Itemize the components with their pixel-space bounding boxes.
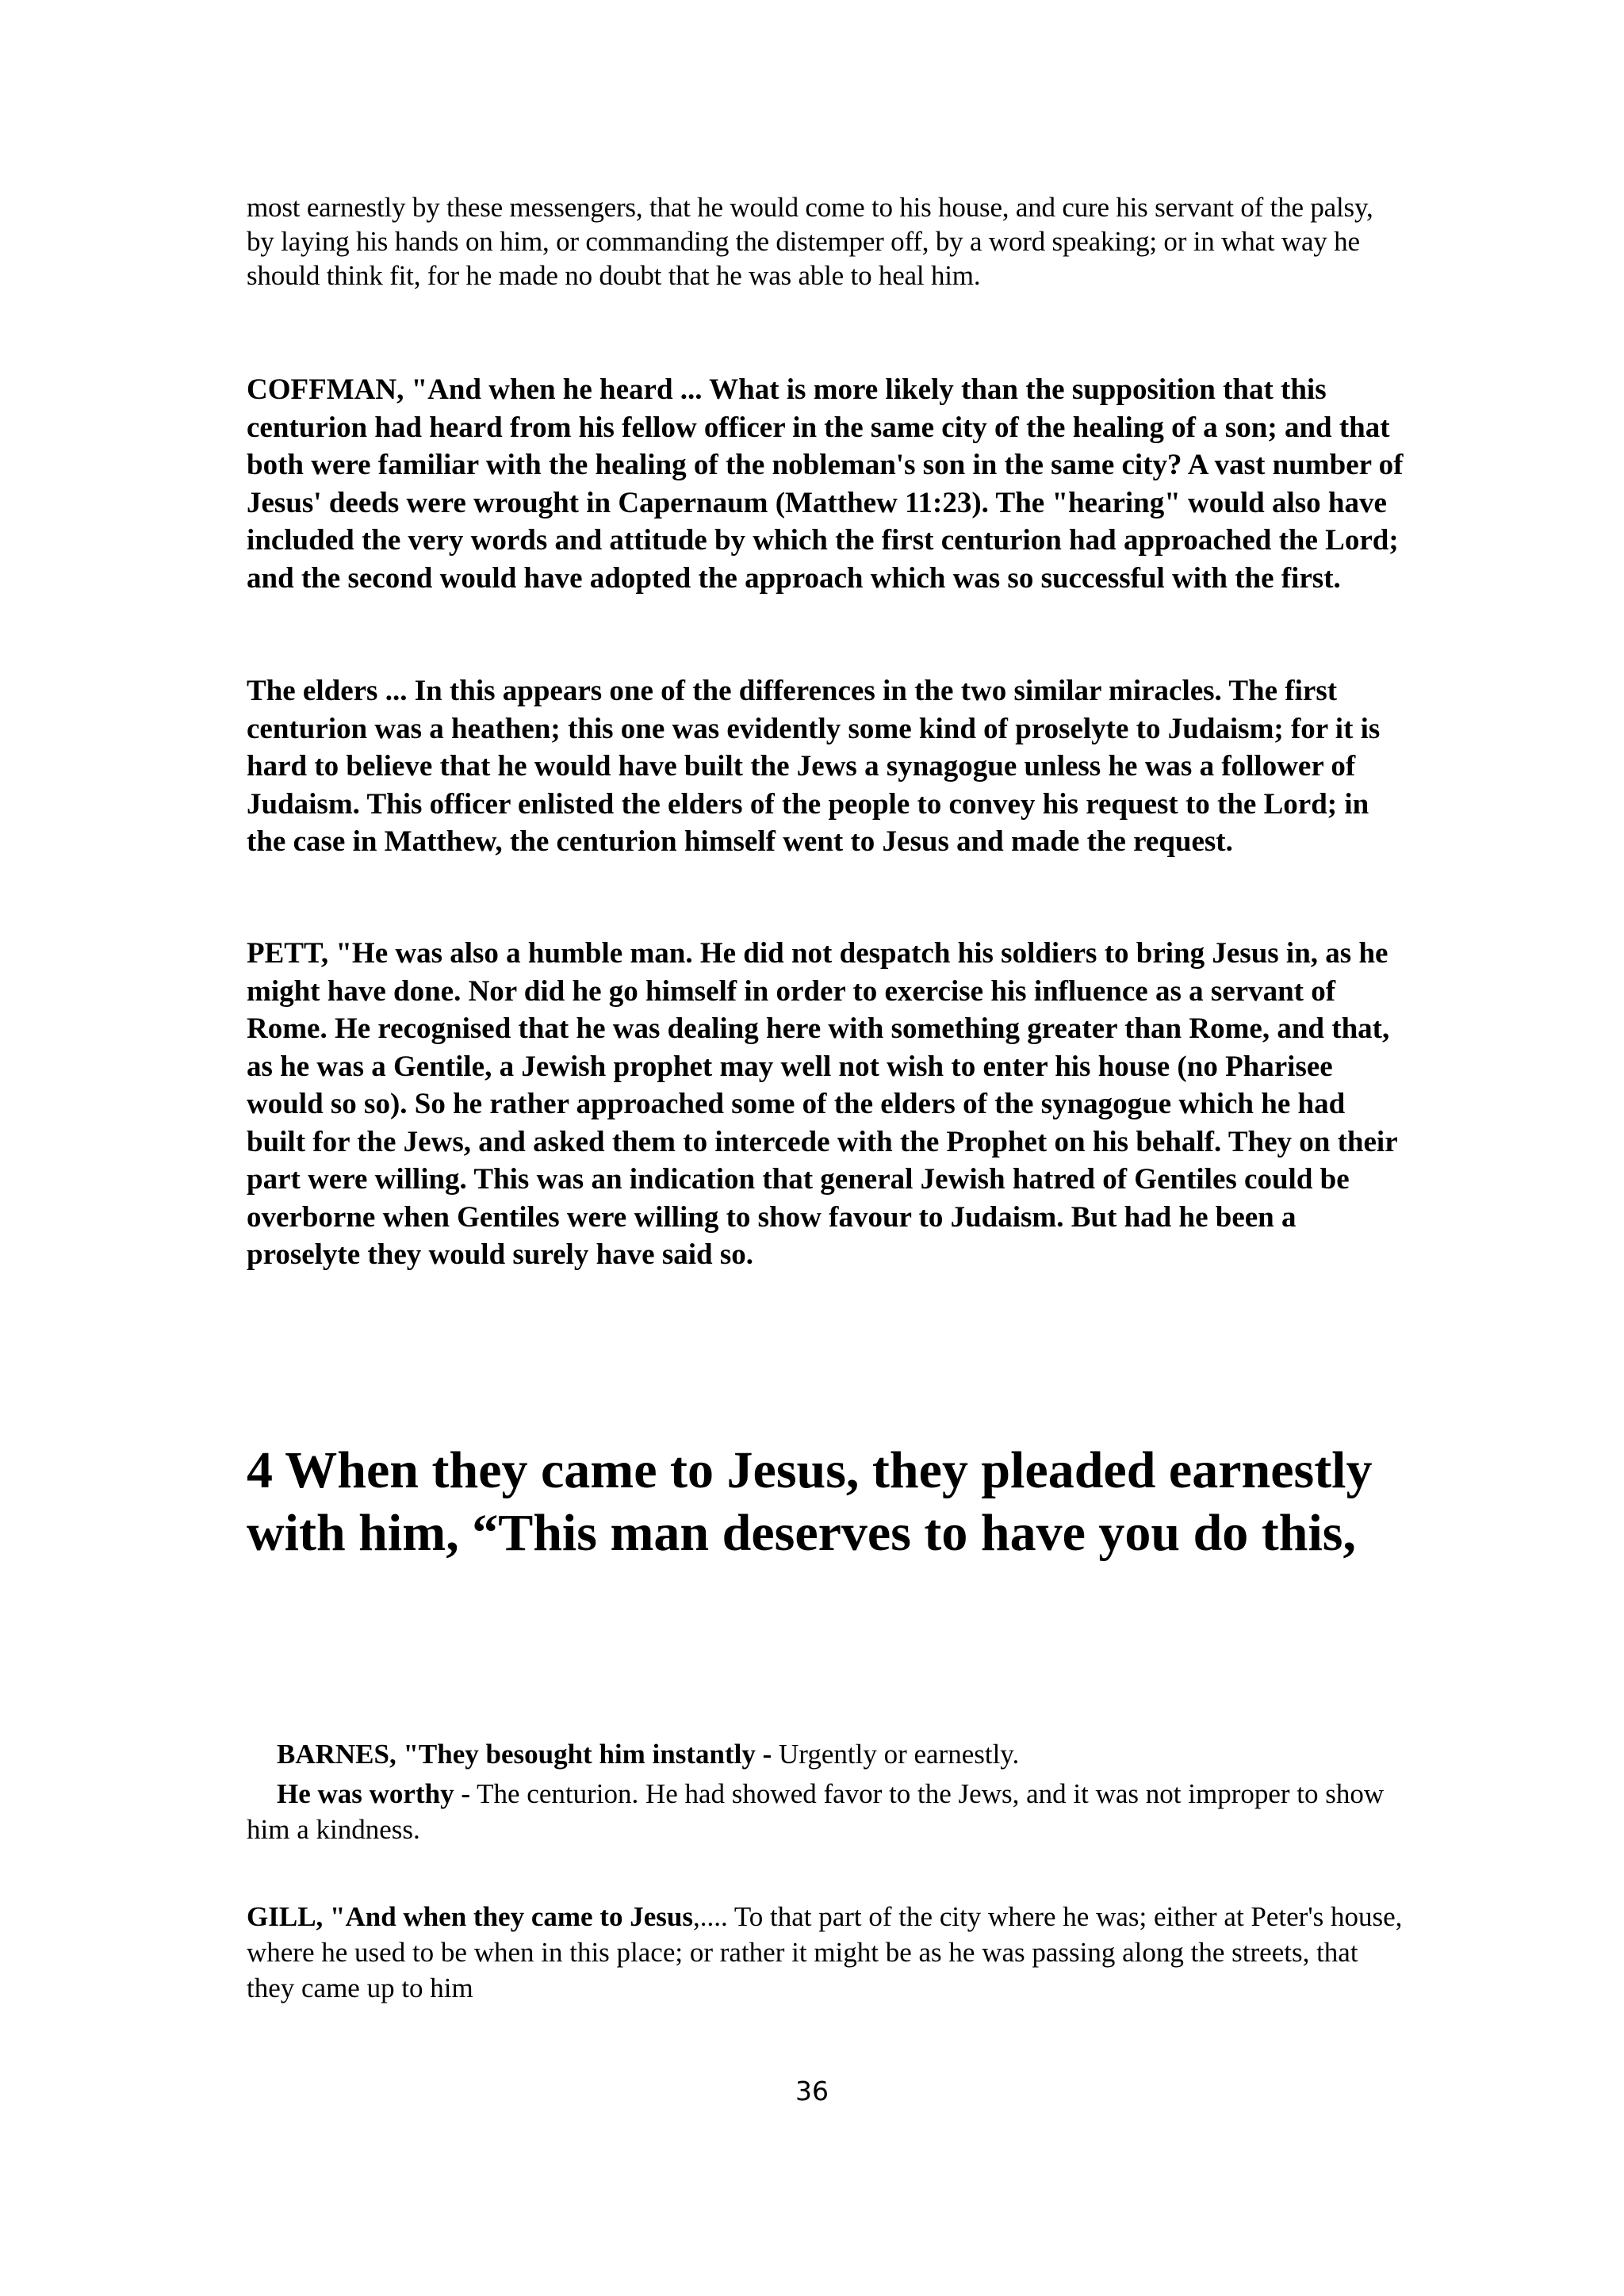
page-number: 36 [795,2076,829,2107]
barnes-line-2 [247,1776,1404,1847]
gill-prefix: GILL, " [247,1901,346,1932]
elders-commentary: The elders ... In this appears one of the differences in the two similar miracles. The first centurion was a heathen; this one was evidently some kind of proselyte to Judaism; for it is hard to believe that he would have built the Jews a synagogue unless he was a follower of Judaism. This officer enlisted the elders of the people to convey his request to the Lord; in the case in Matthew, the centurion himself went to Jesus and made the request. [247,675,1381,858]
gill-commentary [247,1899,1404,2006]
pett-commentary: PETT, "He was also a humble man. He did not despatch his soldiers to bring Jesus in, as he might have done. Nor did he go himself in order to exercise his influence as a servant of Rome. He recognised that he was dealing here with something greater than Rome, and that, as he was a Gentile, a Jewish prophet may well not wish to enter his house (no Pharisee would so so). So he rather approached some of the elders of the synagogue which he had built for the Jews, and asked them to intercede with the Prophet on his behalf. They on their part were willing. This was an indication that general Jewish hatred of Gentiles could be overborne when Gentiles were willing to show favour to Judaism. But had he been a proselyte they would surely have said so. [247,937,1397,1271]
barnes-line-2-text: The centurion. He had showed favor to the Jews, and it was not improper to show him a kindness. [247,1778,1385,1845]
barnes-line-2-heading: He was worthy - [277,1778,470,1809]
verse-heading: 4 When they came to Jesus, they pleaded earnestly with him, “This man deserves to have you do this, [247,1441,1373,1562]
gill-heading: And when they came to Jesus [345,1901,693,1932]
barnes-line-1-heading: BARNES, "They besought him instantly - [277,1739,772,1770]
barnes-commentary [247,1736,1404,1847]
gill-commentary-continuation: most earnestly by these messengers, that he would come to his house, and cure his servant of the palsy, by laying his hands on him, or commanding the distemper off, by a word speaking; or in what way he should think fit, for he made no doubt that he was able to heal him. [247,192,1373,291]
barnes-line-1 [247,1736,1404,1772]
barnes-line-1-text: Urgently or earnestly. [772,1739,1020,1770]
coffman-commentary: COFFMAN, "And when he heard ... What is more likely than the supposition that this centurion had heard from his fellow officer in the same city of the healing of a son; and that both were familiar with the healing of the nobleman's son in the same city? A vast number of Jesus' deeds were wrought in Capernaum (Matthew 11:23). The "hearing" would also have included the very words and attitude by which the first centurion had approached the Lord; and the second would have adopted the approach which was so successful with the first. [247,373,1404,595]
gill-text: ,.... To that part of the city where he was; either at Peter's house, where he used to be when in this place; or rather it might be as he was passing along the streets, that they came up to him [247,1901,1403,2003]
